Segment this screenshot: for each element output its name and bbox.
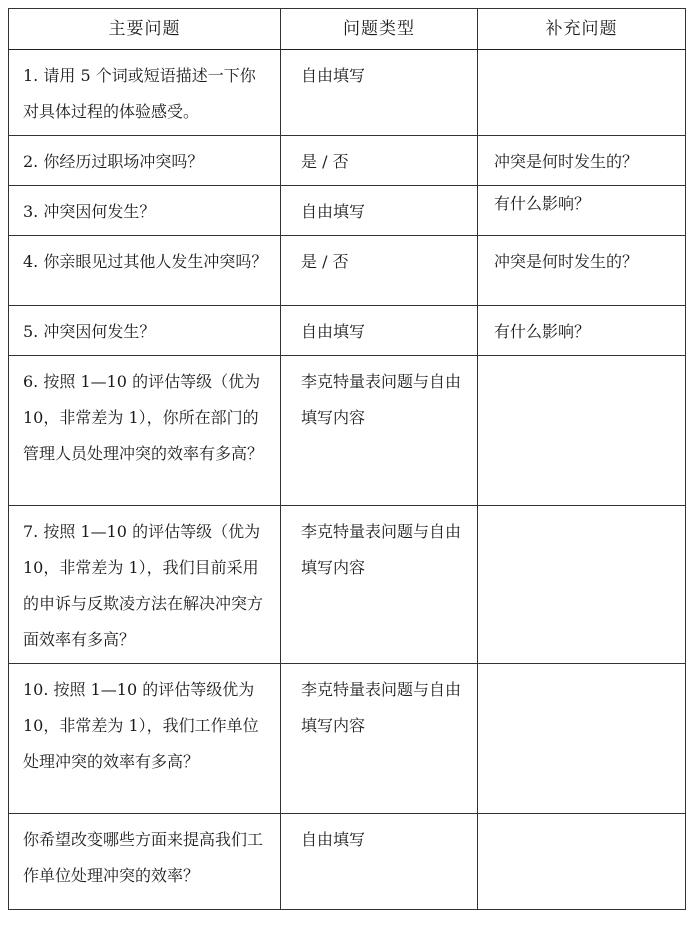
question-cell: 2. 你经历过职场冲突吗？ bbox=[9, 136, 281, 186]
header-main-question: 主要问题 bbox=[9, 9, 281, 50]
question-type-cell: 自由填写 bbox=[281, 186, 478, 236]
question-type-cell: 李克特量表问题与自由填写内容 bbox=[281, 506, 478, 664]
follow-up-cell bbox=[478, 664, 686, 814]
question-type-cell: 自由填写 bbox=[281, 50, 478, 136]
header-question-type: 问题类型 bbox=[281, 9, 478, 50]
table-row bbox=[9, 50, 686, 136]
question-table-container bbox=[8, 8, 685, 910]
question-type-cell: 是 / 否 bbox=[281, 136, 478, 186]
follow-up-cell bbox=[478, 356, 686, 506]
question-cell: 你希望改变哪些方面来提高我们工作单位处理冲突的效率？ bbox=[9, 814, 281, 910]
table-row bbox=[9, 306, 686, 356]
table-row bbox=[9, 664, 686, 814]
follow-up-cell: 有什么影响？ bbox=[478, 186, 686, 236]
follow-up-cell bbox=[478, 506, 686, 664]
question-type-cell: 李克特量表问题与自由填写内容 bbox=[281, 664, 478, 814]
question-cell: 5. 冲突因何发生？ bbox=[9, 306, 281, 356]
follow-up-cell: 有什么影响？ bbox=[478, 306, 686, 356]
question-cell: 6. 按照 1—10 的评估等级（优为 10，非常差为 1），你所在部门的管理人员处理冲突的效率有多高？ bbox=[9, 356, 281, 506]
header-follow-up: 补充问题 bbox=[478, 9, 686, 50]
header-row bbox=[9, 9, 686, 50]
table-row bbox=[9, 506, 686, 664]
question-cell: 7. 按照 1—10 的评估等级（优为 10，非常差为 1），我们目前采用的申诉与反欺凌方法在解决冲突方面效率有多高？ bbox=[9, 506, 281, 664]
follow-up-cell: 冲突是何时发生的？ bbox=[478, 136, 686, 186]
question-type-cell: 自由填写 bbox=[281, 306, 478, 356]
question-type-cell: 自由填写 bbox=[281, 814, 478, 910]
question-table bbox=[8, 8, 686, 910]
table-row bbox=[9, 186, 686, 236]
question-cell: 3. 冲突因何发生？ bbox=[9, 186, 281, 236]
question-cell: 4. 你亲眼见过其他人发生冲突吗？ bbox=[9, 236, 281, 306]
question-cell: 10. 按照 1—10 的评估等级优为 10，非常差为 1），我们工作单位处理冲突的效率有多高？ bbox=[9, 664, 281, 814]
follow-up-cell bbox=[478, 814, 686, 910]
table-header bbox=[9, 9, 686, 50]
table-row bbox=[9, 356, 686, 506]
table-row bbox=[9, 814, 686, 910]
question-type-cell: 李克特量表问题与自由填写内容 bbox=[281, 356, 478, 506]
table-row bbox=[9, 136, 686, 186]
table-row bbox=[9, 236, 686, 306]
follow-up-cell bbox=[478, 50, 686, 136]
question-type-cell: 是 / 否 bbox=[281, 236, 478, 306]
question-cell: 1. 请用 5 个词或短语描述一下你对具体过程的体验感受。 bbox=[9, 50, 281, 136]
follow-up-cell: 冲突是何时发生的？ bbox=[478, 236, 686, 306]
table-body bbox=[9, 50, 686, 910]
